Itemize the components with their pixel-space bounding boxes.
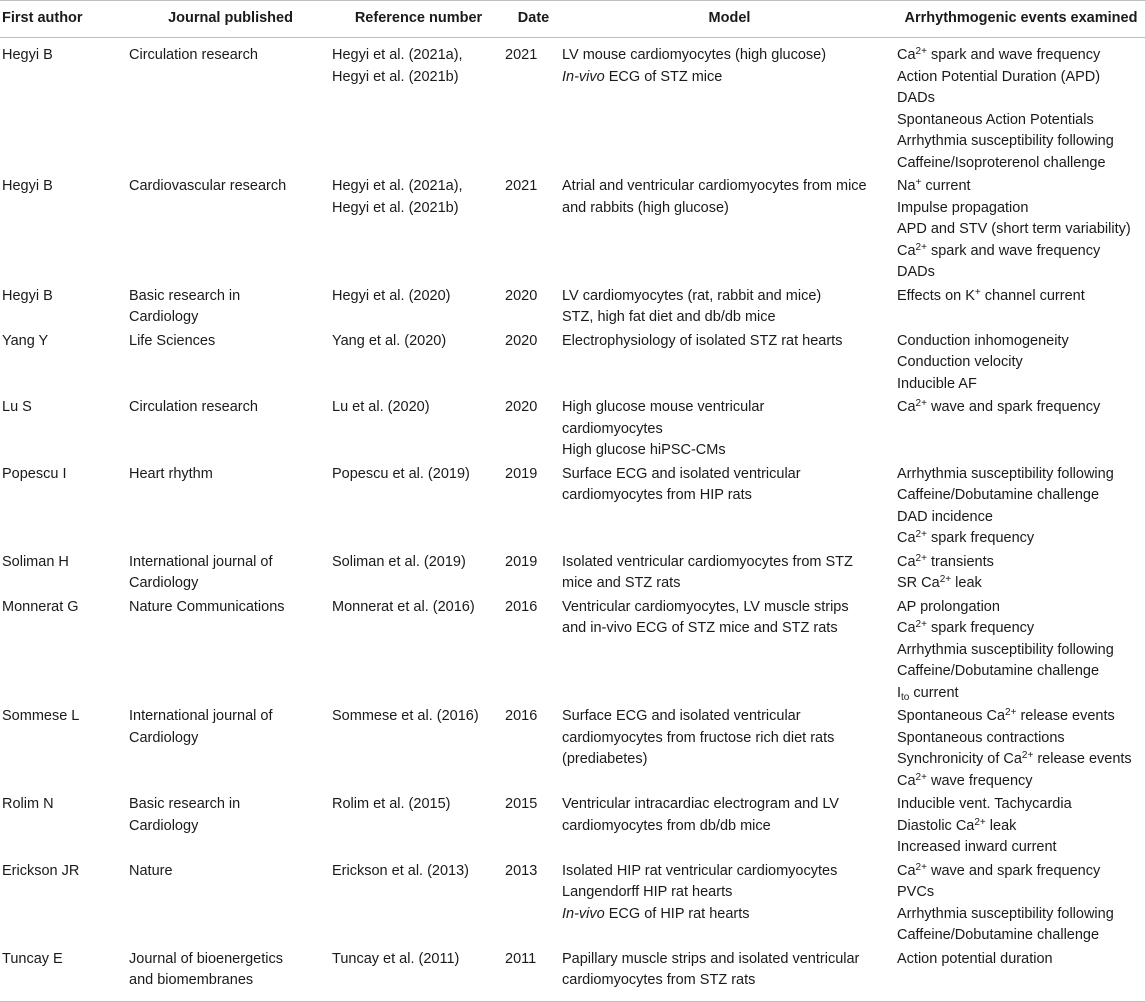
model-line: Langendorff HIP rat hearts [562,884,733,900]
event-line: Spontaneous Action Potentials [897,111,1094,128]
model-line: Surface ECG and isolated ventricular [562,708,801,724]
model-line: and rabbits (high glucose) [562,199,729,216]
cell-events [897,395,1145,462]
journal-line: Cardiology [129,575,199,591]
event-line: $Ca^{2+}$ transients [897,552,994,570]
cell-date: 2013 [505,862,538,879]
cell-events [897,947,1145,1002]
event-line: $I_{to}$ current [897,684,959,703]
cell-first-author: Erickson JR [2,862,80,879]
cell-journal [129,859,332,947]
cell-first-author: Popescu I [2,465,67,482]
header-reference: Reference number [332,1,505,38]
superscript: 2+ [1005,707,1017,718]
cell-journal [129,595,332,705]
journal-line: International journal of [129,553,273,570]
event-line: $Ca^{2+}$ spark and wave frequency [897,241,1101,259]
model-line: cardiomyocytes from HIP rats [562,487,752,503]
journal-line: Cardiovascular research [129,178,287,194]
cell-model [562,550,897,595]
header-journal: Journal published [129,1,332,38]
superscript: 2+ [915,46,927,57]
reference-line: Hegyi et al. (2021b) [332,68,459,85]
cell-events [897,859,1145,947]
event-line: Impulse propagation [897,199,1029,216]
cell-date: 2019 [505,465,538,482]
cell-first-author: Hegyi B [2,47,53,63]
table-row [0,550,1145,595]
event-line: SR $Ca^{2+}$ leak [897,574,982,591]
cell-model [562,329,897,396]
event-line: Action Potential Duration (APD) [897,68,1101,85]
event-line: $Ca^{2+}$ wave and spark frequency [897,861,1101,879]
table-body [0,38,1145,1002]
journal-line: International journal of [129,708,273,724]
model-line: LV cardiomyocytes (rat, rabbit and mice) [562,287,822,304]
cell-journal [129,704,332,792]
model-line: In-vivo ECG of STZ mice [562,68,723,85]
table-row [0,284,1145,329]
reference-line: Hegyi et al. (2021b) [332,199,459,216]
model-line: cardiomyocytes [562,420,663,437]
cell-reference [332,947,505,1002]
table-row [0,595,1145,705]
event-line: $Ca^{2+}$ spark frequency [897,529,1035,546]
event-line: Caffeine/Dobutamine challenge [897,663,1100,679]
table-row [0,792,1145,859]
cell-model [562,704,897,792]
cell-date: 2021 [505,47,538,63]
event-line: Caffeine/Dobutamine challenge [897,487,1100,503]
model-line: STZ, high fat diet and db/db mice [562,309,776,325]
subscript: to [901,691,910,703]
superscript: 2+ [915,241,927,253]
cell-events [897,462,1145,550]
cell-journal [129,550,332,595]
cell-reference [332,595,505,705]
cell-events [897,38,1145,175]
reference-line: Soliman et al. (2019) [332,553,466,570]
cell-model [562,792,897,859]
journal-line: Cardiology [129,309,199,325]
reference-line: Tuncay et al. (2011) [332,950,460,967]
cell-journal [129,792,332,859]
reference-line: Hegyi et al. (2021a), [332,47,463,63]
event-line: Action potential duration [897,950,1053,967]
cell-model [562,947,897,1002]
journal-line: Cardiology [129,729,199,746]
cell-events [897,550,1145,595]
cell-date: 2019 [505,553,538,570]
model-line: Atrial and ventricular cardiomyocytes from mice [562,178,867,194]
cell-model [562,284,897,329]
cell-first-author: Tuncay E [0,947,129,1002]
table-header [0,1,1145,38]
cell-events [897,792,1145,859]
superscript: 2+ [1021,750,1034,761]
cell-journal [129,38,332,175]
cell-date: 2020 [505,287,538,304]
event-line: Caffeine/Dobutamine challenge [897,927,1100,943]
header-first-author: First author [0,1,129,38]
cell-journal [129,174,332,284]
model-line: High glucose hiPSC-CMs [562,442,726,458]
event-line: Conduction velocity [897,354,1023,370]
superscript: 2+ [915,552,927,564]
journal-line: Nature [129,862,173,879]
cell-reference [332,329,505,396]
event-line: DADs [897,264,935,280]
event-line: Effects on K+ channel current [897,286,1085,304]
reference-line: Erickson et al. (2013) [332,862,470,879]
event-line: Spontaneous $Ca^{2+}$ release events [897,707,1115,724]
event-line: Spontaneous contractions [897,729,1065,746]
cell-reference [332,395,505,462]
event-line: Na+ current [897,177,971,194]
table-row [0,859,1145,947]
model-line: Papillary muscle strips and isolated ventricular [562,950,860,967]
model-line: Electrophysiology of isolated STZ rat hearts [562,332,843,349]
event-line: $Ca^{2+}$ wave frequency [897,771,1033,789]
reference-line: Hegyi et al. (2021a), [332,178,463,194]
superscript: 2+ [939,574,952,585]
cell-reference [332,704,505,792]
cell-reference [332,38,505,175]
event-line: $Ca^{2+}$ spark and wave frequency [897,46,1101,63]
cell-journal [129,329,332,396]
reference-line: Monnerat et al. (2016) [332,598,475,615]
model-line: cardiomyocytes from fructose rich diet rats [562,729,835,746]
cell-model [562,174,897,284]
cell-journal [129,462,332,550]
journal-line: Heart rhythm [129,465,213,482]
reference-line: Yang et al. (2020) [332,332,447,349]
table-row [0,947,1145,1002]
superscript: + [915,177,922,188]
cell-reference [332,550,505,595]
model-line: LV mouse cardiomyocytes (high glucose) [562,47,827,63]
cell-reference [332,859,505,947]
event-line: $Ca^{2+}$ spark frequency [897,619,1035,636]
event-line: AP prolongation [897,598,1000,615]
journal-line: Basic research in [129,796,241,812]
model-line: and in-vivo ECG of STZ mice and STZ rats [562,620,838,636]
header-events: Arrhythmogenic events examined [897,1,1145,38]
cell-reference [332,792,505,859]
table-row [0,329,1145,396]
model-line: High glucose mouse ventricular [562,399,765,415]
cell-events [897,174,1145,284]
cell-events [897,704,1145,792]
cell-first-author: Monnerat G [2,598,79,615]
cell-journal [129,395,332,462]
cell-date: 2020 [505,399,538,415]
header-row [0,1,1145,38]
cell-reference [332,174,505,284]
reference-line: Hegyi et al. (2020) [332,287,451,304]
event-line: Increased inward current [897,839,1057,855]
superscript: 2+ [974,816,986,828]
cell-journal [129,947,332,1002]
reference-line: Rolim et al. (2015) [332,796,451,812]
cell-model [562,38,897,175]
cell-journal [129,284,332,329]
reference-line: Lu et al. (2020) [332,399,430,415]
model-line: Surface ECG and isolated ventricular [562,465,801,482]
superscript: 2+ [915,771,927,783]
event-line: Arrhythmia susceptibility following [897,133,1114,149]
cell-first-author: Yang Y [2,332,49,349]
superscript: 2+ [915,529,927,540]
model-line: mice and STZ rats [562,575,681,591]
event-line: Arrhythmia susceptibility following [897,641,1114,658]
superscript: 2+ [915,398,927,409]
cell-events [897,329,1145,396]
event-line: $Ca^{2+}$ wave and spark frequency [897,398,1101,415]
event-line: APD and STV (short term variability) [897,221,1131,237]
journal-line: Life Sciences [129,332,216,349]
model-line: Ventricular intracardiac electrogram and LV [562,796,839,812]
event-line: Conduction inhomogeneity [897,332,1069,349]
cell-events [897,595,1145,705]
cell-first-author: Hegyi B [2,287,53,304]
journal-line: Circulation research [129,399,258,415]
superscript: + [974,286,981,298]
reference-line: Popescu et al. (2019) [332,465,470,482]
cell-date: 2015 [505,796,538,812]
reference-line: Sommese et al. (2016) [332,708,479,724]
journal-line: Cardiology [129,817,199,834]
cell-first-author: Soliman H [2,553,69,570]
event-line: PVCs [897,884,935,900]
journal-line: Journal of bioenergetics [129,950,283,967]
journal-line: Circulation research [129,47,258,63]
model-line: In-vivo ECG of HIP rat hearts [562,905,750,922]
table-row [0,174,1145,284]
cell-reference [332,284,505,329]
model-line: Ventricular cardiomyocytes, LV muscle strips [562,598,849,615]
event-line: Synchronicity of $Ca^{2+}$ release events [897,750,1132,767]
italic-text: In-vivo [562,68,605,85]
cell-first-author: Lu S [2,399,32,415]
cell-date: 2016 [505,598,538,615]
cell-date: 2016 [505,708,538,724]
table-row [0,704,1145,792]
journal-line: and biomembranes [129,972,254,988]
event-line: Inducible vent. Tachycardia [897,796,1072,812]
cell-model [562,462,897,550]
cell-first-author: Sommese L [2,708,80,724]
cell-first-author: Rolim N [2,796,54,812]
table-row [0,395,1145,462]
model-line: (prediabetes) [562,751,648,767]
cell-date: 2011 [505,947,562,1002]
header-date: Date [505,1,562,38]
event-line: DADs [897,90,935,106]
event-line: Diastolic $Ca^{2+}$ leak [897,816,1017,834]
model-line: Isolated HIP rat ventricular cardiomyocytes [562,862,838,879]
cell-model [562,859,897,947]
cell-model [562,595,897,705]
cell-date: 2021 [505,178,538,194]
event-line: DAD incidence [897,508,993,525]
model-line: cardiomyocytes from db/db mice [562,817,771,834]
journal-line: Nature Communications [129,598,285,615]
cell-first-author: Hegyi B [2,178,53,194]
event-line: Inducible AF [897,375,977,392]
superscript: 2+ [915,861,927,873]
table-row [0,38,1145,175]
event-line: Caffeine/Isoproterenol challenge [897,154,1106,171]
italic-text: In-vivo [562,905,605,922]
model-line: cardiomyocytes from STZ rats [562,972,756,988]
journal-line: Basic research in [129,287,241,304]
superscript: 2+ [915,619,927,630]
cell-reference [332,462,505,550]
event-line: Arrhythmia susceptibility following [897,905,1114,922]
table-row [0,462,1145,550]
cell-model [562,395,897,462]
cell-events [897,284,1145,329]
event-line: Arrhythmia susceptibility following [897,465,1114,482]
model-line: Isolated ventricular cardiomyocytes from STZ [562,553,853,570]
header-model: Model [562,1,897,38]
cell-date: 2020 [505,332,538,349]
